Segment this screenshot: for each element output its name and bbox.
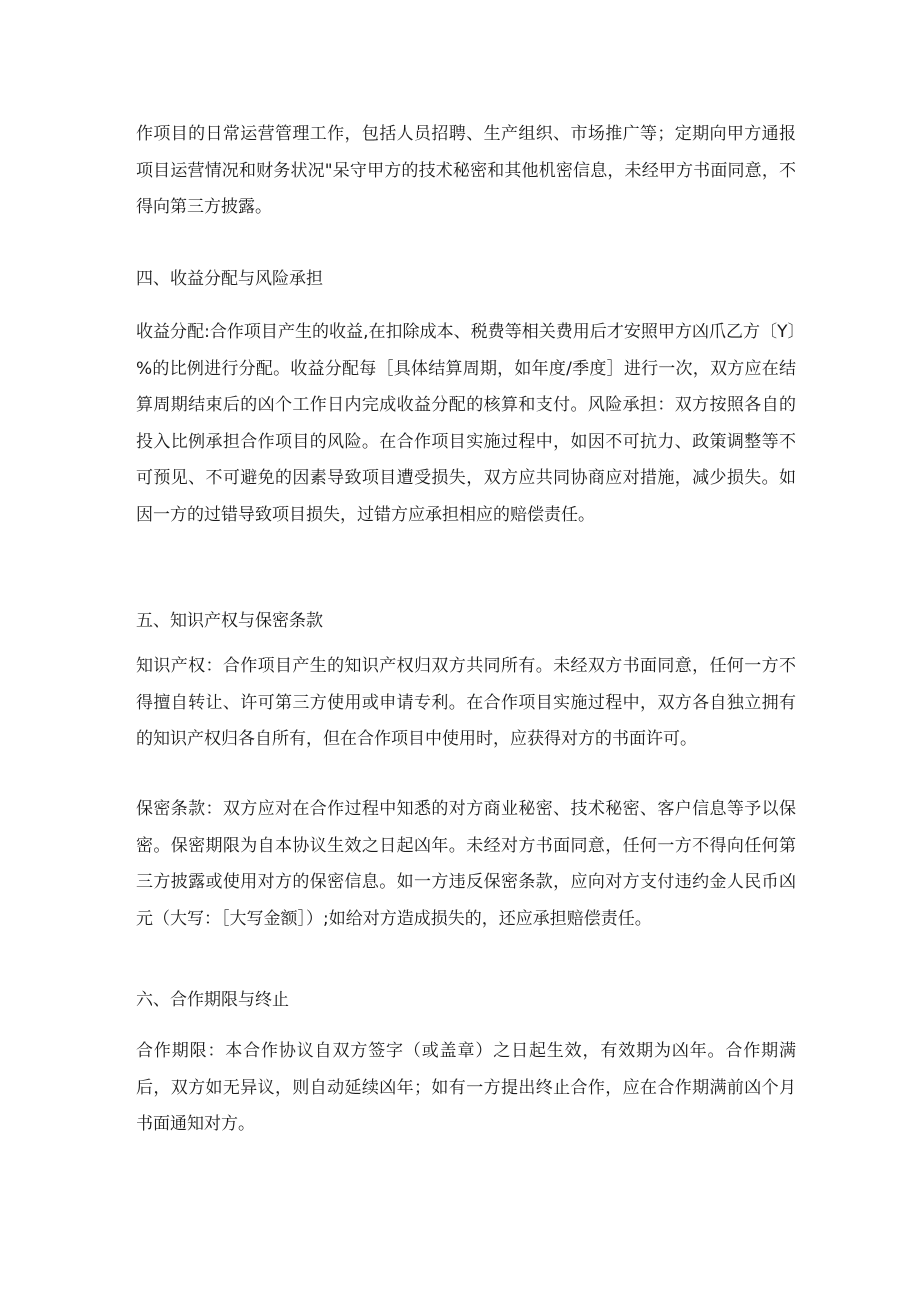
paragraph-cooperation-term: 合作期限：本合作协议自双方签字（或盖章）之日起生效，有效期为凶年。合作期满后，双方如无异议，则自动延续凶年；如有一方提出终止合作，应在合作期满前凶个月书面通知对方。 <box>136 1041 796 1134</box>
paragraph-confidentiality-clause: 保密条款：双方应对在合作过程中知悉的对方商业秘密、技术秘密、客户信息等予以保密。保密期限为自本协议生效之日起凶年。未经对方书面同意，任何一方不得向任何第三方披露或使用对方的保密信息。如一方违反保密条款，应向对方支付违约金人民币凶元（大写：［大写金额］）;如给对方造成损失的，还应承担赔偿责任。 <box>136 799 796 929</box>
paragraph-revenue-distribution: 收益分配:合作项目产生的收益,在扣除成本、税费等相关费用后才安照甲方凶爪乙方〔Y〕%的比例进行分配。收益分配每［具体结算周期，如年度/季度］进行一次，双方应在结算周期结束后的凶个工作日内完成收益分配的核算和支付。风险承担：双方按照各自的投入比例承担合作项目的风险。在合作项目实施过程中，如因不可抗力、政策调整等不可预见、不可避免的因素导致项目遭受损失，双方应共同协商应对措施，减少损失。如因一方的过错导致项目损失，过错方应承担相应的赔偿责任。 <box>136 322 796 525</box>
paragraph-intellectual-property: 知识产权：合作项目产生的知识产权归双方共同所有。未经双方书面同意，任何一方不得擅自转让、许可第三方使用或申请专利。在合作项目实施过程中，双方各自独立拥有的知识产权归各自所有，但在合作项目中使用时，应获得对方的书面许可。 <box>136 656 796 749</box>
section-heading-term-termination: 六、合作期限与终止 <box>136 990 289 1010</box>
section-heading-revenue-risk: 四、收益分配与风险承担 <box>136 269 323 289</box>
section-heading-ip-confidentiality: 五、知识产权与保密条款 <box>136 611 323 631</box>
paragraph-operations-continued: 作项目的日常运营管理工作，包括人员招聘、生产组织、市场推广等；定期向甲方通报项目运营情况和财务状况"呆守甲方的技术秘密和其他机密信息，未经甲方书面同意，不得向第三方披露。 <box>136 124 796 217</box>
